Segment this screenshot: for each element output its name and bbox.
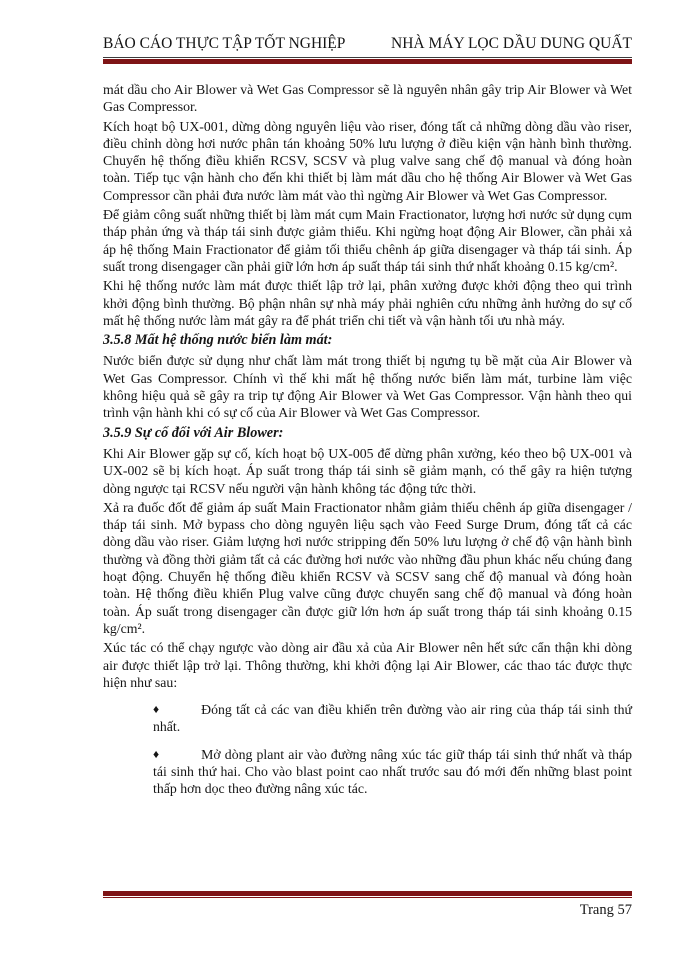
- header-rule-thin: [103, 57, 632, 58]
- paragraph: Để giảm công suất những thiết bị làm mát cụm Main Fractionator, lượng hơi nước sử dụng cụm tháp phản ứng và tháp tái sinh được giảm thiểu. Khi ngừng hoạt động Air Blower, cần phải xả áp hệ thống Main Fractionator để giảm tối thiểu chênh áp giữa disengager và tháp tái sinh. Áp suất trong disengager cần phải giữ lớn hơn áp suất tháp tái sinh thứ nhất khoảng 0.15 kg/cm².: [103, 207, 632, 274]
- bullet-diamond-icon: ♦: [153, 746, 160, 761]
- page-header: [103, 34, 632, 57]
- paragraph: Xả ra đuốc đốt để giảm áp suất Main Fractionator nhằm giảm thiếu chênh áp giữa disengager / tháp tái sinh. Mở bypass cho dòng nguyên liệu sạch vào Feed Surge Drum, đóng tất cả các dòng dầu vào riser. Giảm lượng hơi nước stripping đến 50% lưu lượng ở chế độ vận hành bình thường và đồng thời giảm tất cả các đường hơi nước vào những đầu phun khác nếu chúng đang hoạt động. Chuyển hệ thống điều khiển RCSV và SCSV sang chế độ manual và đóng hoàn toàn. Hệ thống điều khiển Plug valve cũng được chuyển sang chế độ manual và đóng hoàn toàn. Áp suất trong disengager cần được giữ lớn hơn áp suất trong tháp tái sinh khoảng 0.15 kg/cm².: [103, 499, 632, 636]
- section-heading-3-5-9: 3.5.9 Sự cố đối với Air Blower:: [103, 424, 284, 441]
- document-body: [103, 81, 632, 798]
- page-content: [103, 34, 632, 800]
- bullet-list-item: [153, 701, 632, 736]
- header-report-title: BÁO CÁO THỰC TẬP TỐT NGHIỆP: [103, 35, 346, 52]
- paragraph: Nước biển được sử dụng như chất làm mát trong thiết bị ngưng tụ bề mặt của Air Blower và Wet Gas Compressor. Chính vì thế khi mất hệ thống nước biển làm mát, turbine làm việc không hiệu quả sẽ gây ra trip tự động Air Blower và Wet Gas Compressor. Vận hành theo qui trình vận hành khi có sự cố của Air Blower và Wet Gas Compressor.: [103, 353, 632, 421]
- header-rule-thick: [103, 59, 632, 64]
- bullet-diamond-icon: ♦: [153, 702, 160, 717]
- page-footer: [103, 891, 632, 919]
- paragraph: Xúc tác có thể chạy ngược vào dòng air đầu xả của Air Blower nên hết sức cẩn thận khi dòng air được thiết lập trở lại. Thông thường, khi khởi động lại Air Blower, các thao tác được thực hiện như sau:: [103, 640, 632, 690]
- header-plant-title: NHÀ MÁY LỌC DẦU DUNG QUẤT: [391, 35, 632, 52]
- footer-rule-thin: [103, 897, 632, 898]
- paragraph: Kích hoạt bộ UX-001, dừng dòng nguyên liệu vào riser, đóng tất cả những dòng dầu vào riser, điều chỉnh dòng hơi nước phân tán khoảng 50% lưu lượng ở điều kiện vận hành bình thường. Chuyển hệ thống điều khiển RCSV, SCSV và plug valve sang chế độ manual và đóng hoàn toàn. Tiếp tục vận hành cho đến khi thiết bị làm mát dầu cho hệ thống Air Blower và Wet Gas Compressor cần phải đưa nước làm mát vào thì ngừng Air Blower và Wet Gas Compressor.: [103, 118, 632, 203]
- footer-rule-thick: [103, 891, 632, 896]
- paragraph: Khi hệ thống nước làm mát được thiết lập trở lại, phân xưởng được khởi động theo qui trình khởi động bình thường. Bộ phận nhân sự nhà máy phải nghiên cứu những ảnh hưởng do sự cố mất hệ thống nước làm mát gây ra để phát triển chi tiết và vận hành tối ưu nhà máy.: [103, 278, 632, 328]
- page-number: Trang 57: [579, 902, 632, 918]
- bullet-list-item: [153, 746, 632, 798]
- section-heading-3-5-8: 3.5.8 Mất hệ thống nước biển làm mát:: [103, 332, 333, 349]
- bullet-text: Đóng tất cả các van điều khiển trên đường vào air ring của tháp tái sinh thứ nhất.: [153, 702, 632, 735]
- paragraph: mát dầu cho Air Blower và Wet Gas Compressor sẽ là nguyên nhân gây trip Air Blower và Wet Gas Compressor.: [103, 82, 632, 115]
- paragraph: Khi Air Blower gặp sự cố, kích hoạt bộ UX-005 để dừng phân xưởng, kéo theo bộ UX-001 và UX-002 sẽ bị kích hoạt. Áp suất trong tháp tái sinh sẽ giảm mạnh, có thể gây ra hiện tượng dòng ngược tại RCSV nếu người vận hành không tác động tức thời.: [103, 445, 632, 496]
- bullet-text: Mở dòng plant air vào đường nâng xúc tác giữ tháp tái sinh thứ nhất và tháp tái sinh thứ hai. Cho vào blast point cao nhất trước sau đó mới đến những blast point thấp hơn dọc theo đường nâng xúc tác.: [153, 746, 632, 797]
